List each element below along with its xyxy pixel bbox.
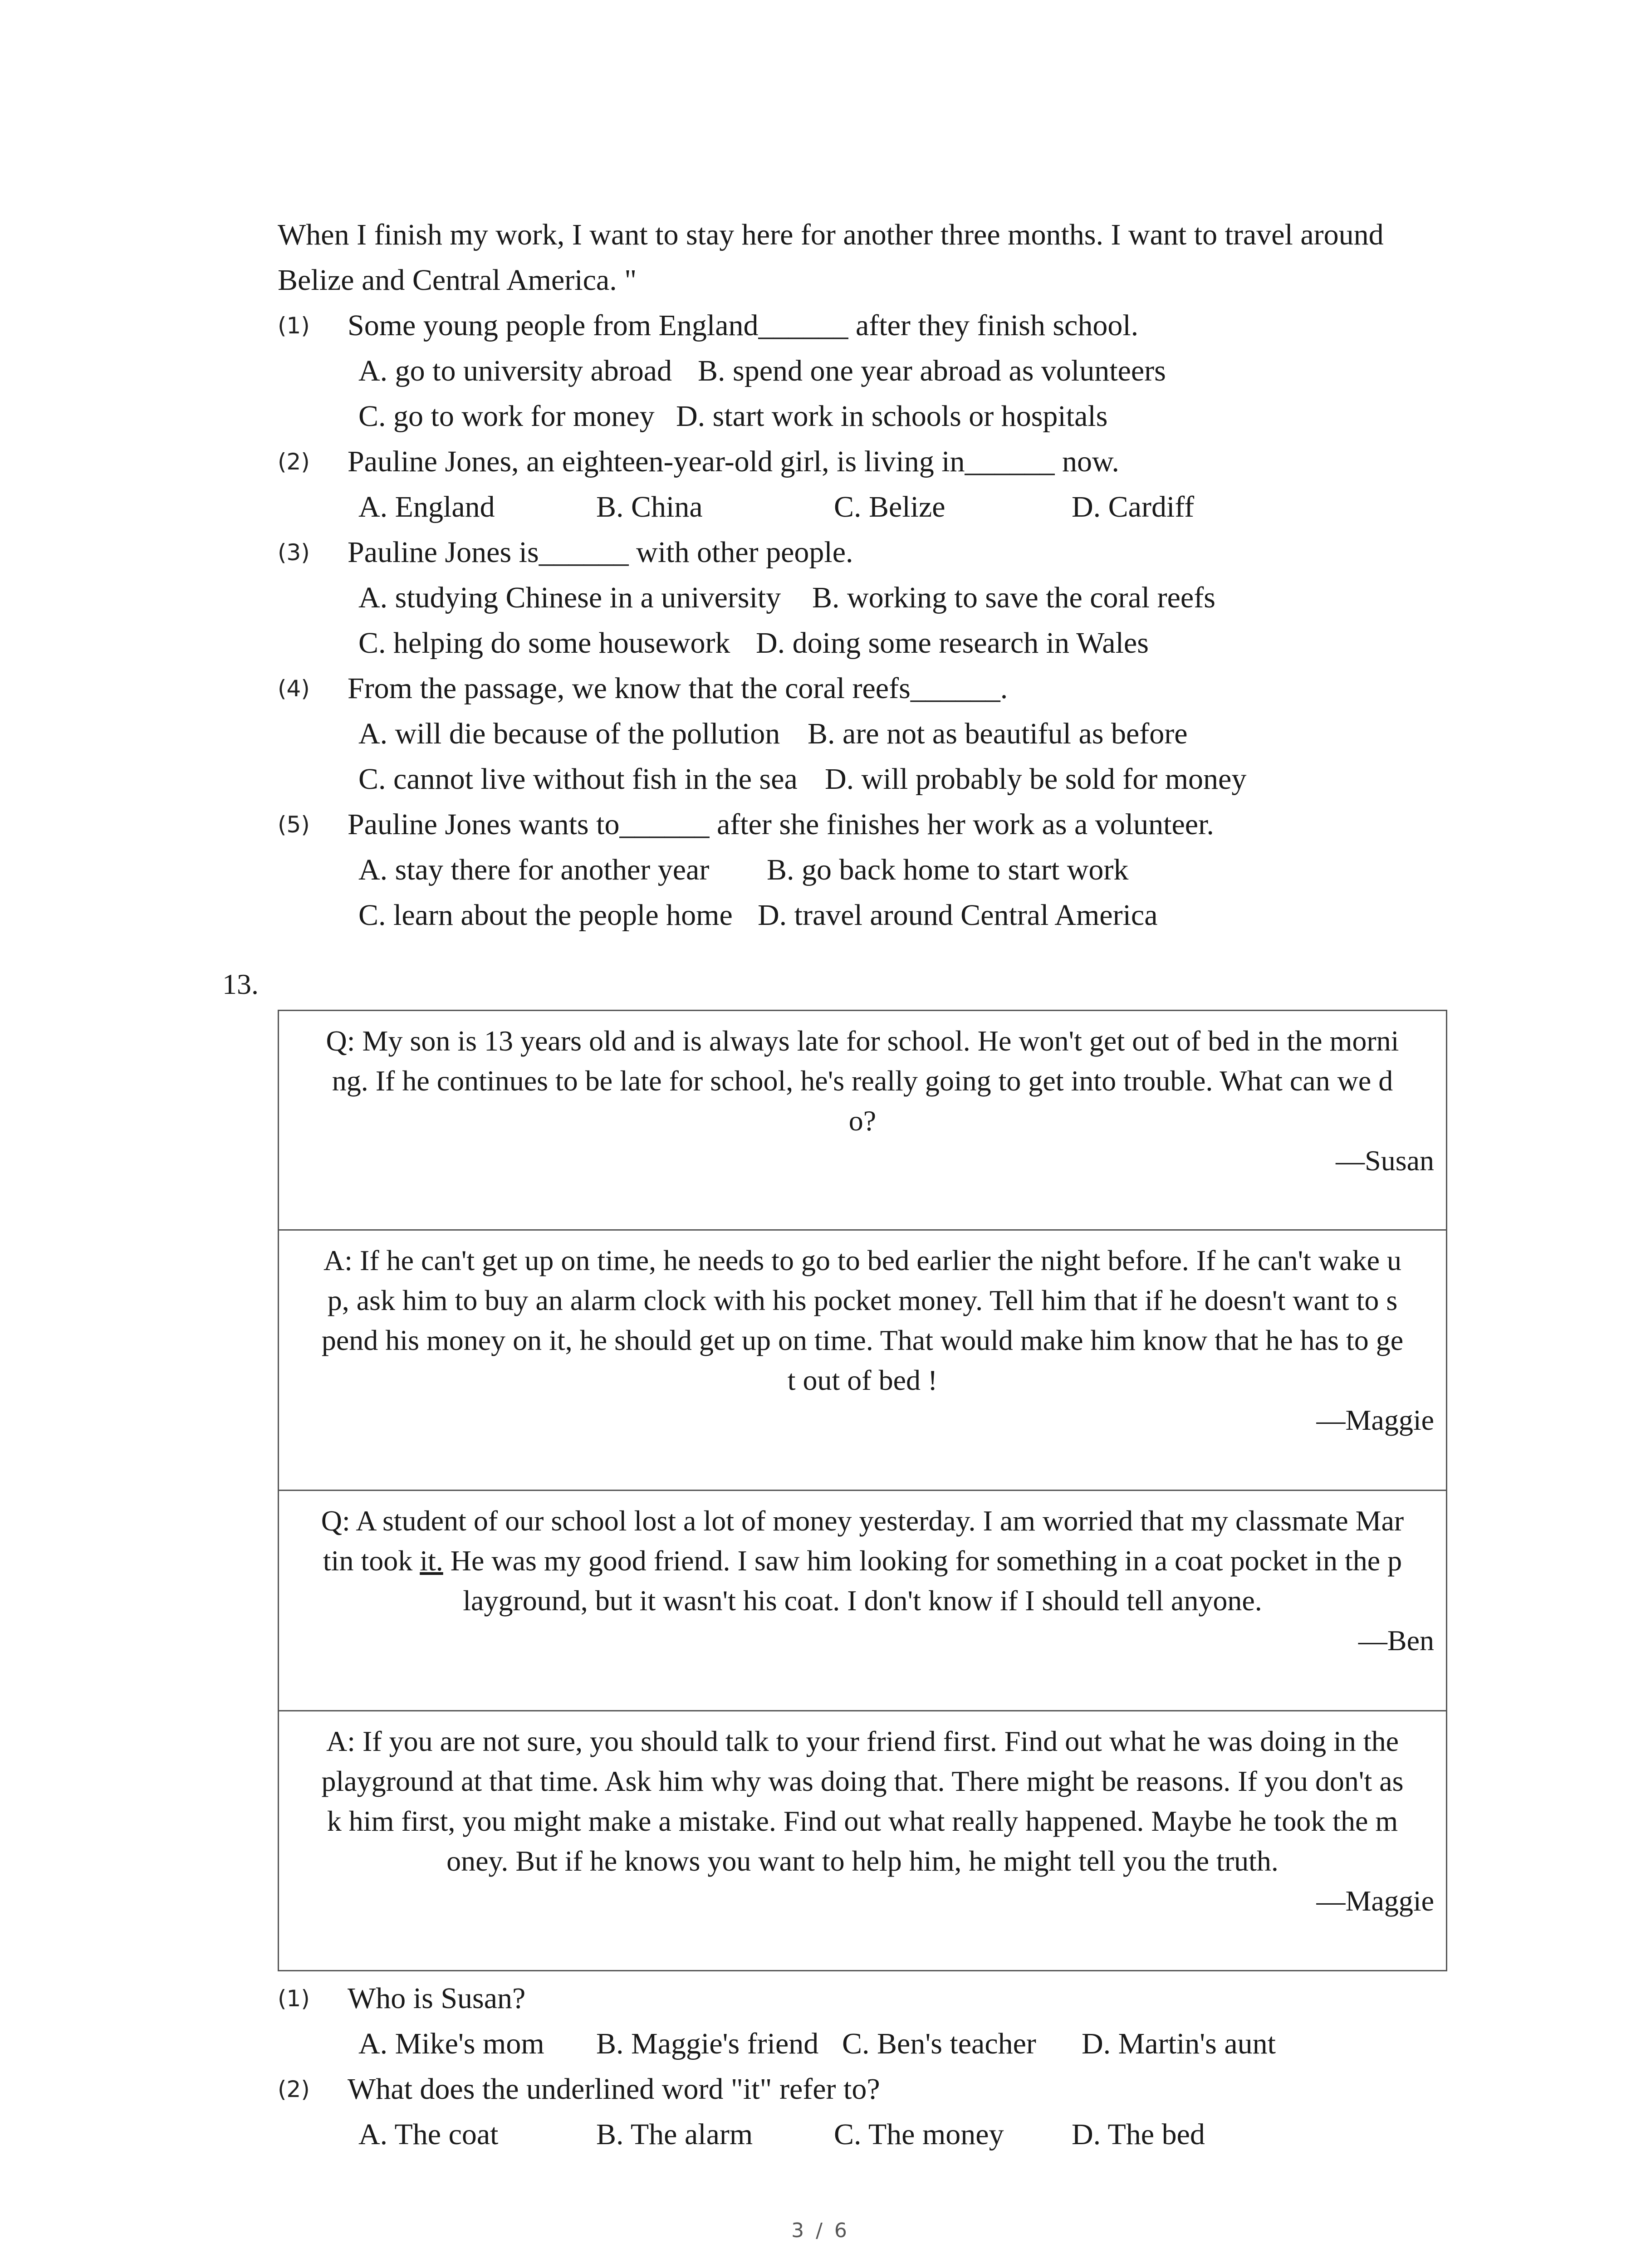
letter-cell [279,1491,1446,1711]
letter-cell [279,1231,1446,1491]
letter-signature: —Ben [1358,1624,1434,1657]
option-c: C. helping do some housework [358,626,730,660]
letter-signature: —Maggie [1316,1885,1434,1917]
option-b: B. China [596,490,703,523]
letters-table [278,1010,1447,1971]
q12-number: (2) [278,449,310,475]
option-d: D. doing some research in Wales [756,626,1149,660]
q12-number: (5) [278,811,310,838]
q12-number: (3) [278,539,310,566]
letter-line: Q: A student of our school lost a lot of money yesterday. I am worried that my classmate Mar [321,1505,1404,1537]
letter-text: He was my good friend. I saw him looking for something in a coat pocket in the p [443,1545,1402,1577]
q13-number: (2) [278,2076,310,2102]
intro-line-2: Belize and Central America. " [278,264,637,297]
letter-signature: —Susan [1336,1144,1434,1177]
letter-line: playground at that time. Ask him why was doing that. There might be reasons. If you don't as [321,1765,1404,1797]
option-d: D. travel around Central America [758,899,1158,932]
letter-line: layground, but it wasn't his coat. I don't know if I should tell anyone. [463,1584,1262,1617]
q12-stem: Pauline Jones is______ with other people. [348,536,853,569]
q12-stem: Some young people from England______ after they finish school. [348,309,1139,342]
letter-signature: —Maggie [1316,1404,1434,1436]
option-c: C. The money [834,2118,1004,2151]
letter-line: A: If he can't get up on time, he needs to go to bed earlier the night before. If he can't wake u [323,1244,1401,1276]
option-c: C. Belize [834,490,945,523]
letter-line: Q: My son is 13 years old and is always late for school. He won't get out of bed in the morni [326,1025,1399,1057]
letter-cell [279,1711,1446,1970]
letter-line: oney. But if he knows you want to help him, he might tell you the truth. [446,1845,1279,1877]
option-d: D. will probably be sold for money [825,763,1247,796]
q13-stem: Who is Susan? [348,1982,526,2015]
option-b: B. spend one year abroad as volunteers [698,354,1166,387]
letter-line: A: If you are not sure, you should talk to your friend first. Find out what he was doing in the [326,1725,1399,1757]
option-a: A. go to university abroad [358,354,672,387]
q12-number: (1) [278,313,310,339]
option-a: A. will die because of the pollution [358,717,780,750]
option-d: D. Martin's aunt [1082,2027,1276,2060]
option-a: A. studying Chinese in a university [358,581,781,614]
letter-line: o? [848,1105,877,1137]
option-c: C. learn about the people home [358,899,733,932]
option-a: A. England [358,490,495,523]
page-number: 3 / 6 [791,2219,850,2242]
letter-line: k him first, you might make a mistake. Find out what really happened. Maybe he took the m [327,1805,1398,1837]
option-c: C. Ben's teacher [842,2027,1036,2060]
q12-stem: Pauline Jones wants to______ after she finishes her work as a volunteer. [348,808,1214,841]
q12-number: (4) [278,675,310,702]
q13-stem: What does the underlined word "it" refer to? [348,2072,880,2106]
option-b: B. go back home to start work [767,853,1129,886]
intro-line-1: When I finish my work, I want to stay here for another three months. I want to travel around [278,218,1384,251]
question-number: 13. [222,968,259,1000]
option-b: B. are not as beautiful as before [808,717,1188,750]
option-d: D. Cardiff [1072,490,1195,523]
underlined-word: it. [420,1545,443,1577]
letter-line: pend his money on it, he should get up on time. That would make him know that he has to ge [321,1324,1404,1356]
letter-line [289,1541,1436,1581]
option-d: D. start work in schools or hospitals [676,400,1108,433]
option-d: D. The bed [1072,2118,1205,2151]
option-b: B. working to save the coral reefs [812,581,1215,614]
option-b: B. Maggie's friend [596,2027,819,2060]
option-a: A. stay there for another year [358,853,710,886]
option-c: C. go to work for money [358,400,655,433]
letter-cell [279,1011,1446,1231]
q13-number: (1) [278,1985,310,2012]
q12-stem: From the passage, we know that the coral reefs______. [348,672,1008,705]
option-c: C. cannot live without fish in the sea [358,763,798,796]
letter-line: t out of bed ! [787,1364,938,1396]
q12-stem: Pauline Jones, an eighteen-year-old girl, is living in______ now. [348,445,1119,478]
letter-line: p, ask him to buy an alarm clock with his pocket money. Tell him that if he doesn't want to s [327,1284,1398,1316]
option-a: A. Mike's mom [358,2027,544,2060]
letter-line: ng. If he continues to be late for school, he's really going to get into trouble. What can we d [332,1065,1393,1097]
letter-text: tin took [323,1545,420,1577]
option-b: B. The alarm [596,2118,753,2151]
option-a: A. The coat [358,2118,499,2151]
